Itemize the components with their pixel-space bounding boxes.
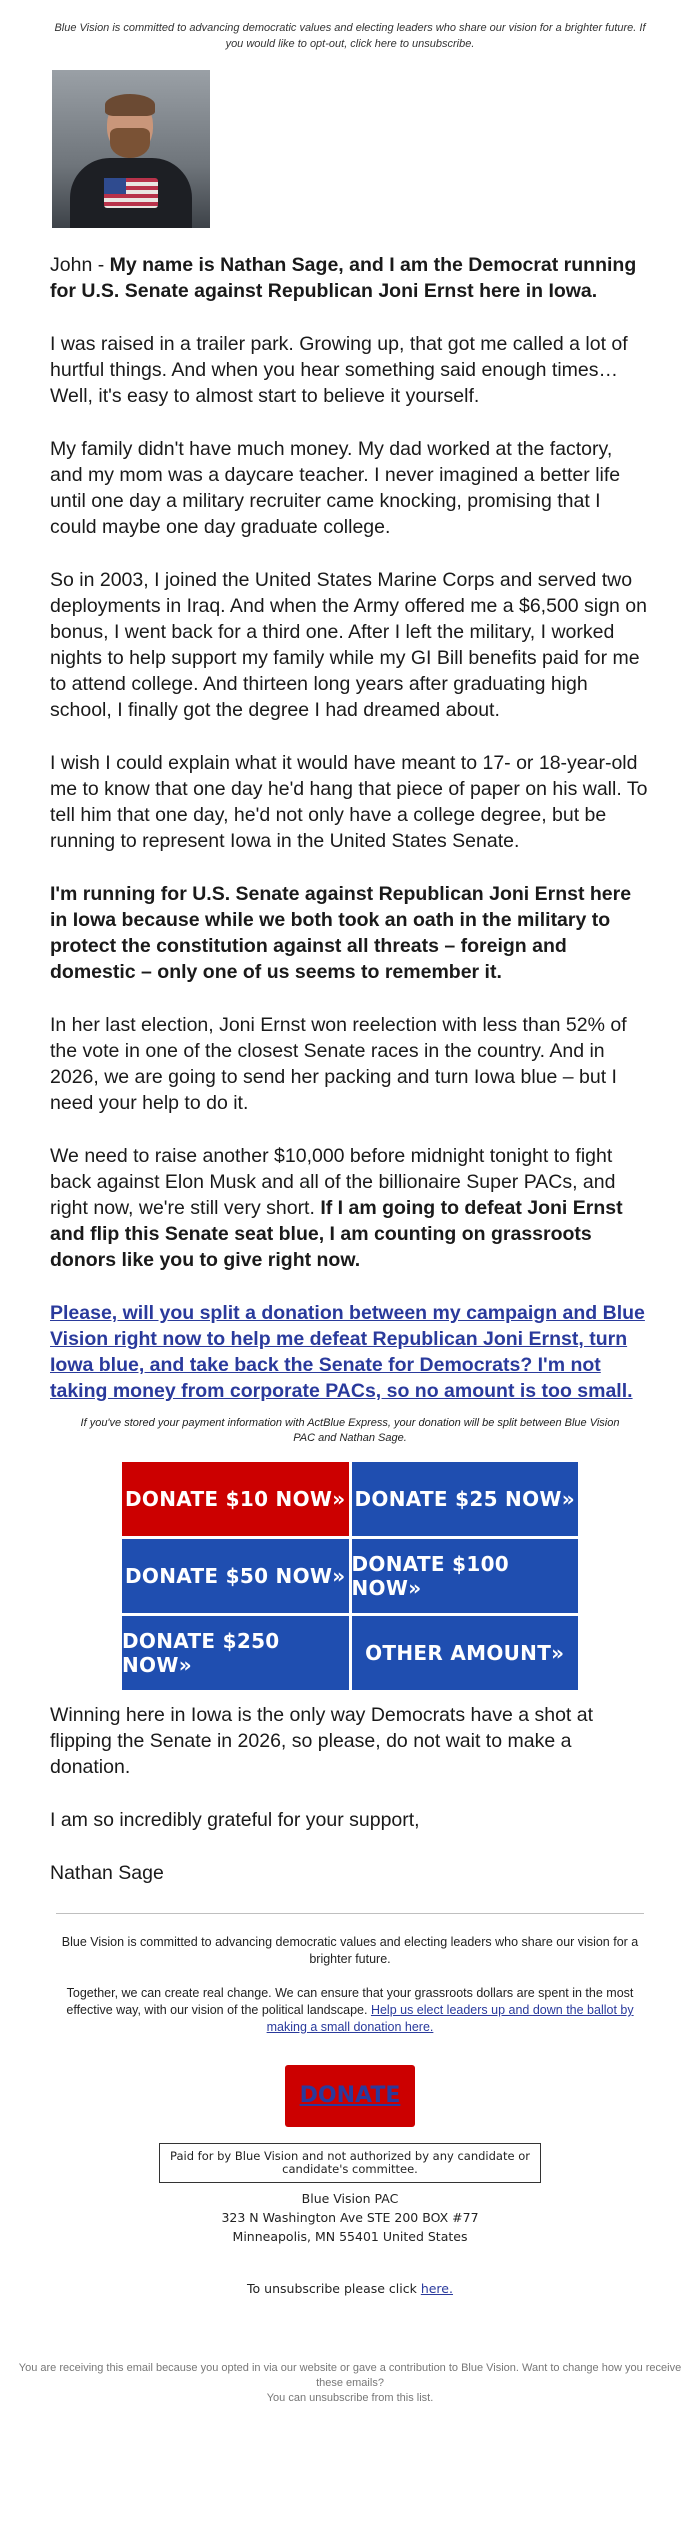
intro-bold: My name is Nathan Sage, and I am the Democrat running for U.S. Senate against Republican Joni Ernst here in Iowa.	[50, 254, 637, 302]
donate-50-button[interactable]: DONATE $50 NOW»	[122, 1539, 349, 1613]
paragraph-oath	[50, 881, 650, 985]
footer	[50, 1934, 650, 2297]
org-name: Blue Vision PAC	[301, 2191, 399, 2206]
paragraph-election: In her last election, Joni Ernst won reelection with less than 52% of the vote in one of the closest Senate races in the country. And in 2026, we are going to send her packing and turn Iowa blue – but I need your help to do it.	[50, 1014, 627, 1114]
paragraph-trailer-park: I was raised in a trailer park. Growing up, that got me called a lot of hurtful things. And when you hear something said enough times… Well, it's easy to almost start to believe it yourself.	[50, 333, 628, 407]
fundraising-bold: If I am going to defeat Joni Ernst and flip this Senate seat blue, I am counting on grassroots donors like you to give right now.	[50, 1197, 623, 1271]
unsubscribe-line	[50, 2280, 650, 2297]
footer-donate-button[interactable]: DONATE	[285, 2065, 415, 2127]
fine-print	[10, 2361, 690, 2406]
mailing-address	[50, 2189, 650, 2246]
letter-body	[50, 52, 650, 1886]
paragraph-military: So in 2003, I joined the United States Marine Corps and served two deployments in Iraq. And when the Army offered me a $6,500 sign on bonus, I went back for a third one. After I left the military, I worked nights to help support my family while my GI Bill benefits paid for me to attend college. And thirteen long years after graduating high school, I finally got the degree I had dreamed about.	[50, 569, 647, 721]
paragraph-family: My family didn't have much money. My dad worked at the factory, and my mom was a daycare teacher. I never imagined a better life until one day a military recruiter came knocking, promising that I could maybe one day graduate college.	[50, 438, 621, 538]
preheader-text[interactable]: Blue Vision is committed to advancing democratic values and electing leaders who share our vision for a brighter future. If you would like to opt-out, click here to unsubscribe.	[54, 22, 646, 50]
paragraph-fundraising	[50, 1143, 650, 1273]
donation-cta-link[interactable]: Please, will you split a donation between my campaign and Blue Vision right now to help me defeat Republican Joni Ernst, turn Iowa blue, and take back the Senate for Democrats? I'm not taking money from corporate PACs, so no amount is too small.	[50, 1302, 645, 1402]
closing-thanks: I am so incredibly grateful for your support,	[50, 1809, 420, 1831]
unsubscribe-text: To unsubscribe please click	[247, 2281, 421, 2296]
fine-print-reason: You are receiving this email because you opted in via our website or gave a contribution to Blue Vision. Want to change how you receive these emails?	[18, 2362, 682, 2389]
fundraising-text: We need to raise another $10,000 before midnight tonight to fight back against Elon Musk and all of the billionaire Super PACs, and right now, we're still very short.	[50, 1145, 616, 1219]
other-amount-button[interactable]: OTHER AMOUNT»	[352, 1616, 579, 1690]
footer-mission: Blue Vision is committed to advancing democratic values and electing leaders who share our vision for a brighter future.	[61, 1935, 639, 1966]
donate-250-button[interactable]: DONATE $250 NOW»	[122, 1616, 349, 1690]
footer-divider	[56, 1913, 644, 1914]
signature: Nathan Sage	[50, 1862, 164, 1884]
oath-bold: I'm running for U.S. Senate against Republican Joni Ernst here in Iowa because while we both took an oath in the military to protect the constitution against all threats – foreign and domestic – only one of us seems to remember it.	[50, 883, 632, 983]
paragraph-college: I wish I could explain what it would have meant to 17- or 18-year-old me to know that one day he'd hang that piece of paper on his wall. To tell him that one day, he'd not only have a college degree, but be running to represent Iowa in the United States Senate.	[50, 752, 648, 852]
footer-together	[50, 1985, 650, 2036]
donate-25-button[interactable]: DONATE $25 NOW»	[352, 1462, 579, 1536]
greeting-name: John -	[50, 254, 110, 276]
donate-button-grid	[122, 1462, 578, 1690]
footer-donate-link[interactable]: Help us elect leaders up and down the ballot by making a small donation here.	[266, 2003, 634, 2034]
paid-for-disclaimer: Paid for by Blue Vision and not authorized by any candidate or candidate's committee.	[159, 2143, 541, 2183]
split-donation-note: If you've stored your payment information with ActBlue Express, your donation will be split between Blue Vision PAC and Nathan Sage.	[80, 1417, 620, 1444]
fine-print-unsubscribe[interactable]: You can unsubscribe from this list.	[266, 2392, 434, 2404]
address-line-1: 323 N Washington Ave STE 200 BOX #77	[221, 2210, 479, 2225]
footer-together-text: Together, we can create real change. We can ensure that your grassroots dollars are spent in the most effective way, with our vision of the political landscape.	[66, 1986, 634, 2017]
unsubscribe-link[interactable]: here.	[420, 2281, 453, 2296]
candidate-photo	[52, 70, 210, 228]
intro-paragraph	[50, 252, 650, 304]
closing-paragraph: Winning here in Iowa is the only way Democrats have a shot at flipping the Senate in 2026, so please, do not wait to make a donation.	[50, 1704, 594, 1778]
donate-10-button[interactable]: DONATE $10 NOW»	[122, 1462, 349, 1536]
address-line-2: Minneapolis, MN 55401 United States	[232, 2229, 468, 2244]
donate-100-button[interactable]: DONATE $100 NOW»	[352, 1539, 579, 1613]
